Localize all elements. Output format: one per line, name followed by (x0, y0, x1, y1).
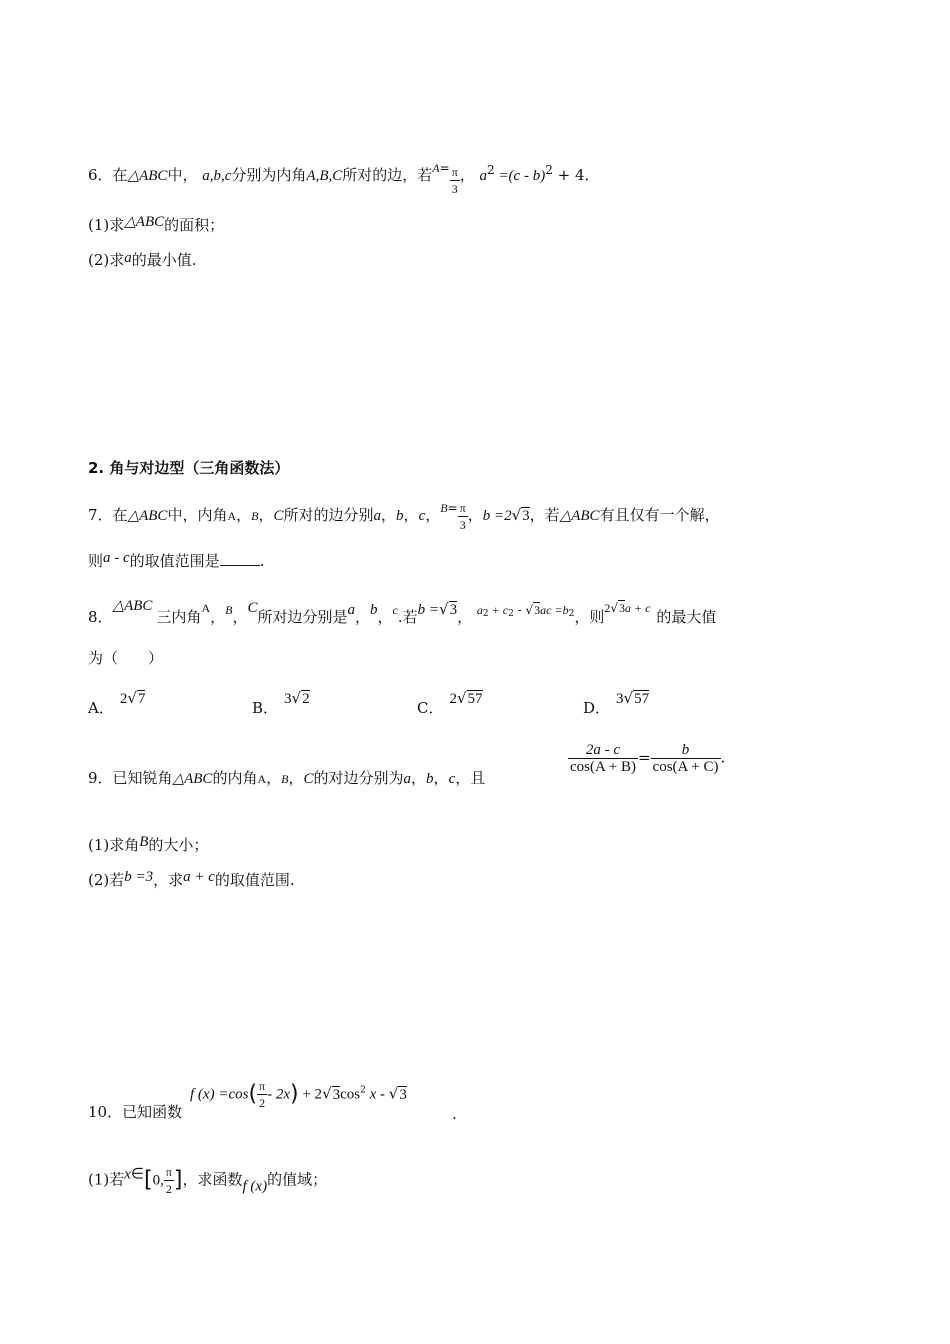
fraction-right: $\frac{b}{\cos(A + C)}$ (652, 742, 719, 775)
q10-stem: 10．已知函数 (88, 1103, 183, 1121)
pi-over-3-fraction: $\frac{\pi}{3}$ (451, 165, 458, 196)
answer-blank[interactable] (220, 551, 260, 566)
q9-part2: (2)若b =3，求a + c的取值范围. (88, 869, 295, 889)
q6-stem: 6．在△ABC中， a,b,c分别为内角A,B,C所对的边，若$^{A=}$ $\frac{\pi}{3}$ ， $a^2 =(c - b)^2 + 4$． (88, 161, 600, 196)
q7-line2: 则a - c的取值范围是 . (88, 550, 265, 570)
q8-option-a[interactable]: A． 2√7 (88, 689, 146, 717)
q8-option-c[interactable]: C． 2√57 (417, 689, 483, 717)
q10-period: . (452, 1105, 457, 1123)
q8-line2: 为（ ） (88, 649, 164, 667)
q8-stem: 8．△ABC三内角$^A$，$^B$，C所对边分别是a，b，$^c$.若b =√3， $^{a2}$ $^{+ c2}$ - $^{√3ac =b2}$，则$^{2√3a + c}$ 的最大值 (88, 598, 717, 626)
q10-part1: (1)若x∈[0, $\frac{\pi}{2}$ ]，求函数f (x)的值域； (88, 1165, 328, 1196)
section-heading: 2. 角与对边型（三角函数法） (88, 459, 290, 477)
pi-over-2-fraction: $\frac{\pi}{2}$ (165, 1165, 172, 1196)
q9-part1: (1)求角B的大小； (88, 834, 209, 854)
q6-part2: (2)求a的最小值. (88, 250, 197, 269)
q10-formula: f (x) =cos( $\frac{\pi}{2}$ - $2x) + 2√3\cos^2$ x - √3 (190, 1079, 407, 1110)
fraction-left: $\frac{2a - c}{\cos(A + B)}$ (570, 742, 636, 775)
q7-stem: 7．在△ABC中，内角A，B，C所对的边分别a，b，c，$^{B=}$ $\frac{\pi}{3}$ ，b =2√3，若△ABC有且仅有一个解， (88, 500, 720, 532)
pi-over-3-fraction: $\frac{\pi}{3}$ (459, 500, 466, 532)
q9-formula: $\frac{2a - c}{\cos(A + B)}$ = $\frac{b}{\cos(A + C)}$ . (570, 742, 726, 775)
q9-stem: 9．已知锐角△ABC的内角A，B，C的对边分别为a，b，c，且 (88, 769, 486, 787)
q6-part1: (1)求△ABC的面积； (88, 214, 225, 234)
q8-option-d[interactable]: D． 3√57 (583, 689, 650, 717)
pi-over-2-fraction: $\frac{\pi}{2}$ (259, 1079, 266, 1110)
q8-option-b[interactable]: B． 3√2 (252, 689, 310, 717)
